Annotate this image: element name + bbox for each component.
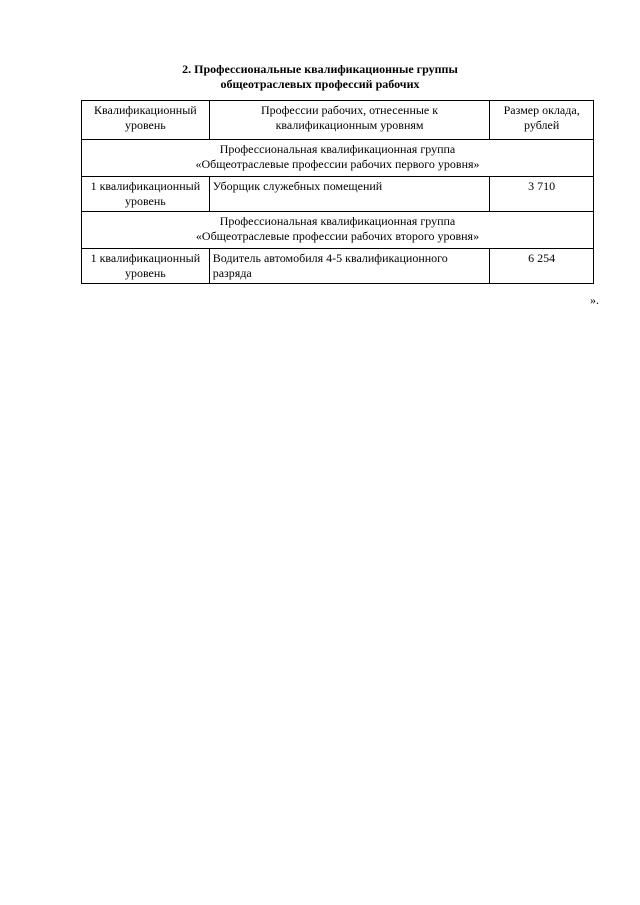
group-header-second-level [82, 212, 594, 249]
qualification-table [81, 100, 594, 284]
cell-salary: 6 254 [490, 249, 594, 284]
group-header-row [82, 212, 594, 249]
group-header-row [82, 140, 594, 177]
table-row [82, 177, 594, 212]
group-title-line-2: «Общеотраслевые профессии рабочих второго уровня» [195, 229, 480, 243]
group-title-line-1: Профессиональная квалификационная группа [219, 142, 456, 156]
group-title-line-1: Профессиональная квалификационная группа [219, 214, 456, 228]
section-title [0, 62, 640, 92]
cell-level: 1 квалификационный уровень [82, 177, 210, 212]
cell-profession: Уборщик служебных помещений [209, 177, 490, 212]
cell-profession: Водитель автомобиля 4-5 квалификационного разряда [209, 249, 490, 284]
cell-salary: 3 710 [490, 177, 594, 212]
header-professions: Профессии рабочих, отнесенные к квалификационным уровням [209, 101, 490, 140]
closing-quote-mark: ». [590, 293, 599, 307]
header-salary: Размер оклада, рублей [490, 101, 594, 140]
section-title-line-2: общеотраслевых профессий рабочих [220, 77, 420, 91]
cell-level: 1 квалификационный уровень [82, 249, 210, 284]
group-title-line-2: «Общеотраслевые профессии рабочих первого уровня» [195, 157, 480, 171]
group-header-first-level [82, 140, 594, 177]
table-header-row [82, 101, 594, 140]
table-row [82, 249, 594, 284]
section-title-line-1: 2. Профессиональные квалификационные группы [182, 62, 458, 76]
header-level: Квалификационный уровень [82, 101, 210, 140]
